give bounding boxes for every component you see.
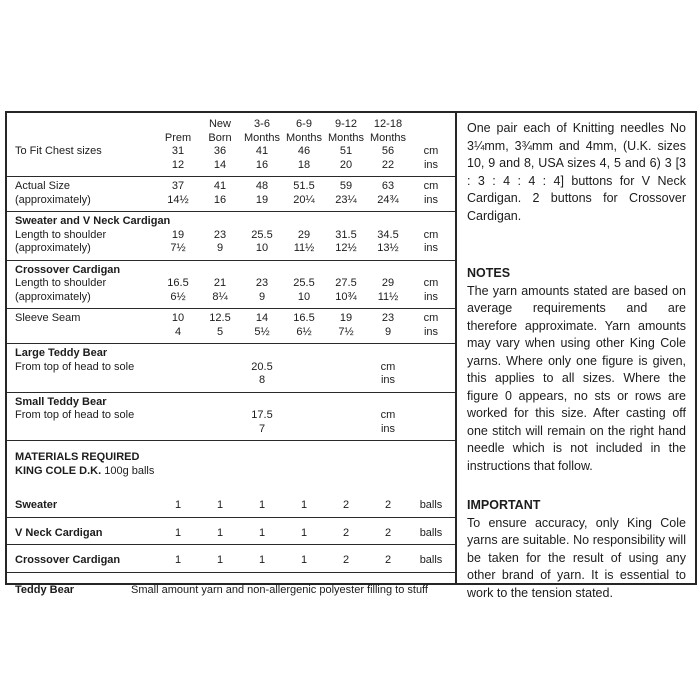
column-header: 12-18 [373,118,403,130]
table-row [7,159,455,173]
size-value: 7½ [338,325,354,338]
size-value: 41 [213,180,227,192]
table-row [7,361,455,375]
ball-count: 1 [216,554,224,566]
size-value: 7½ [170,242,186,254]
row-label: Length to shoulder [15,277,107,289]
ball-count: 1 [258,499,266,511]
ball-count: 1 [300,554,308,566]
notes-paragraph: The yarn amounts stated are based on average requirements and are therefore approximate. Yarn amounts may vary when using other King Cole yarns. Where only one figure is given, this applies to all sizes. Where the figure 0 appears, no sts or rows are worked for this size. After casting off one stitch will remain on the right hand needle which is not included in the instructions that follow. [467,283,686,473]
table-row [7,180,455,194]
unit-label: cm [423,277,439,289]
table-row [7,242,455,256]
materials-row-section [7,545,455,573]
size-value: 4 [174,325,182,338]
size-value: 19 [255,193,269,206]
table-section [7,115,455,177]
size-value: 6½ [296,325,312,338]
ball-count: 1 [174,554,182,566]
table-row [7,291,455,305]
row-label: From top of head to sole [15,360,135,373]
size-value: 5½ [254,325,270,338]
size-value: 51.5 [293,180,315,192]
size-value: 10 [255,242,269,254]
size-value: 31 [171,145,185,157]
size-value: 11½ [377,290,399,303]
column-header: 9-12 [334,118,358,130]
size-value: 16 [255,158,269,171]
section-title-row [7,215,455,229]
size-value: 19 [171,228,185,241]
materials-row-section [7,518,455,546]
row-label: Actual Size [15,180,71,192]
column-header: 6-9 [296,118,312,130]
ball-count: 1 [216,499,224,511]
size-value: 20 [339,158,353,171]
size-value: 6½ [170,290,186,303]
table-row [7,423,455,437]
teddy-note: Small amount yarn and non-allergenic polyester filling to stuff [131,583,428,596]
size-value: 9 [258,290,266,303]
ball-count: 2 [342,554,350,566]
row-label [7,159,157,173]
size-value: 16.5 [167,277,189,289]
column-header: Months [285,131,323,144]
size-value: 8¼ [212,290,228,303]
section-title-row [7,264,455,278]
row-label: Sweater [15,499,58,511]
size-table-sections [7,115,455,441]
materials-brand: KING COLE D.K. [15,465,102,477]
row-label [7,374,157,388]
size-value: 11½ [293,242,315,254]
materials-row-section [7,490,455,518]
size-value: 23 [255,277,269,289]
size-value-centered: 20.5 [251,360,273,373]
table-row [7,326,455,340]
row-label: (approximately) [15,290,91,303]
table-section [7,212,455,261]
size-value: 13½ [377,242,399,254]
unit-label: cm [423,180,439,192]
table-row [7,229,455,243]
row-label: Length to shoulder [15,228,107,241]
section-title: Crossover Cardigan [15,263,121,276]
table-section [7,344,455,393]
section-title: Large Teddy Bear [15,347,108,359]
size-value: 29 [297,228,311,241]
unit-label: cm [380,360,396,373]
ball-count: 2 [384,526,392,539]
ball-count: 1 [174,526,182,539]
table-row [7,374,455,388]
size-value: 10 [171,312,185,324]
row-label: Sleeve Seam [15,312,81,324]
column-header: Months [243,131,281,144]
unit-label: balls [419,554,443,566]
column-header: Months [369,131,407,144]
ball-count: 2 [384,554,392,566]
table-row [7,194,455,208]
size-value: 23 [213,228,227,241]
size-value: 59 [339,180,353,192]
size-value: 19 [339,312,353,324]
table-section [7,309,455,344]
header-spacer [409,132,453,146]
ball-count: 2 [342,526,350,539]
unit-label: ins [423,158,439,171]
size-value: 41 [255,145,269,157]
row-label: (approximately) [15,193,91,206]
size-value: 56 [381,145,395,157]
size-value: 12½ [335,242,357,254]
size-value: 20¼ [293,193,315,206]
size-value-centered: 8 [258,374,266,386]
needles-paragraph: One pair each of Knitting needles No 3¼mm, 3¾mm and 4mm, (U.K. sizes 10, 9 and 8, USA sizes 4, 5 and 6) 3 [3 : 3 : 4 : 4 : 4] buttons for V Neck Cardigan. 2 buttons for Crossover Cardigan. [467,121,686,223]
unit-label: balls [419,499,443,511]
table-row [7,527,455,541]
size-value-centered: 17.5 [251,409,273,421]
size-value: 12.5 [209,312,231,324]
row-label: V Neck Cardigan [15,526,103,539]
row-label: To Fit Chest sizes [15,145,102,157]
size-value: 25.5 [293,277,315,289]
size-value: 9 [384,325,392,338]
unit-label: cm [423,145,439,157]
materials-title: MATERIALS REQUIRED [15,451,140,463]
ball-count: 2 [384,499,392,511]
table-header-row [7,132,455,146]
row-label: Teddy Bear [15,583,75,596]
ball-count: 1 [216,526,224,539]
size-value: 36 [213,145,227,157]
unit-label: ins [423,193,439,206]
column-header: New [208,118,231,130]
table-row [7,312,455,326]
size-value: 48 [255,180,269,192]
size-value: 63 [381,180,395,192]
column-header: Prem [164,131,192,144]
materials-rows [7,490,455,573]
size-value: 22 [381,158,395,171]
size-value: 14 [213,158,227,171]
column-header: Months [327,131,365,144]
size-value: 27.5 [335,277,357,289]
row-label [7,423,157,437]
size-value: 10 [297,290,311,303]
section-title-row [7,347,455,361]
notes-pane [457,113,695,600]
teddy-bear-row [7,573,455,598]
unit-label: ins [380,422,396,435]
size-value: 37 [171,180,185,192]
table-row [7,409,455,423]
table-section [7,393,455,442]
materials-subtitle [15,464,455,478]
table-section [7,177,455,212]
row-label: Crossover Cardigan [15,554,121,566]
ball-count: 1 [300,499,308,511]
size-value: 12 [171,158,185,171]
header-spacer [409,118,453,132]
section-title: Sweater and V Neck Cardigan [15,215,171,227]
size-value: 51 [339,145,353,157]
size-value: 9 [216,242,224,254]
size-value: 14½ [167,193,189,206]
size-value: 21 [213,277,227,289]
unit-label: ins [423,290,439,303]
unit-label: ins [380,374,396,386]
size-value: 24¾ [377,193,399,206]
size-value: 10¾ [335,290,357,303]
header-spacer [7,132,157,146]
size-value: 31.5 [335,228,357,241]
pattern-page-frame [5,111,697,600]
unit-label: cm [423,312,439,324]
size-value: 29 [381,277,395,289]
unit-label: ins [423,242,439,254]
table-row [7,554,455,568]
column-header: Born [208,131,232,144]
size-value: 23¼ [335,193,357,206]
size-value: 46 [297,145,311,157]
ball-count: 2 [342,499,350,511]
ball-count: 1 [258,554,266,566]
materials-heading [7,441,455,490]
size-value-centered: 7 [258,422,266,435]
size-value: 16 [213,193,227,206]
table-row [7,499,455,513]
notes-heading: NOTES [467,266,511,280]
unit-label: cm [380,409,396,421]
row-label: From top of head to sole [15,409,135,421]
column-header [157,118,199,132]
column-header: 3-6 [254,118,270,130]
table-row [7,277,455,291]
unit-label: ins [423,325,439,338]
size-value: 5 [216,325,224,338]
unit-label: cm [423,228,439,241]
ball-count: 1 [300,526,308,539]
ball-count: 1 [174,499,182,511]
materials-ballsize: 100g balls [101,465,155,477]
size-value: 25.5 [251,228,273,241]
row-label [7,326,157,340]
important-heading: IMPORTANT [467,498,541,512]
important-paragraph: To ensure accuracy, only King Cole yarns are suitable. No responsibility will be taken for the result of using any other brand of yarn. It is essential to work to the tension stated. [467,515,686,600]
table-row [7,145,455,159]
size-table [7,113,457,596]
size-value: 18 [297,158,311,171]
table-section [7,261,455,310]
ball-count: 1 [258,526,266,539]
size-value: 23 [381,312,395,324]
unit-label: balls [419,526,443,539]
section-title: Small Teddy Bear [15,395,107,408]
size-value: 16.5 [293,312,315,324]
size-value: 14 [255,312,269,324]
header-spacer [7,118,157,132]
section-title-row [7,396,455,410]
size-value: 34.5 [377,228,399,241]
table-header-row [7,118,455,132]
row-label: (approximately) [15,242,91,254]
